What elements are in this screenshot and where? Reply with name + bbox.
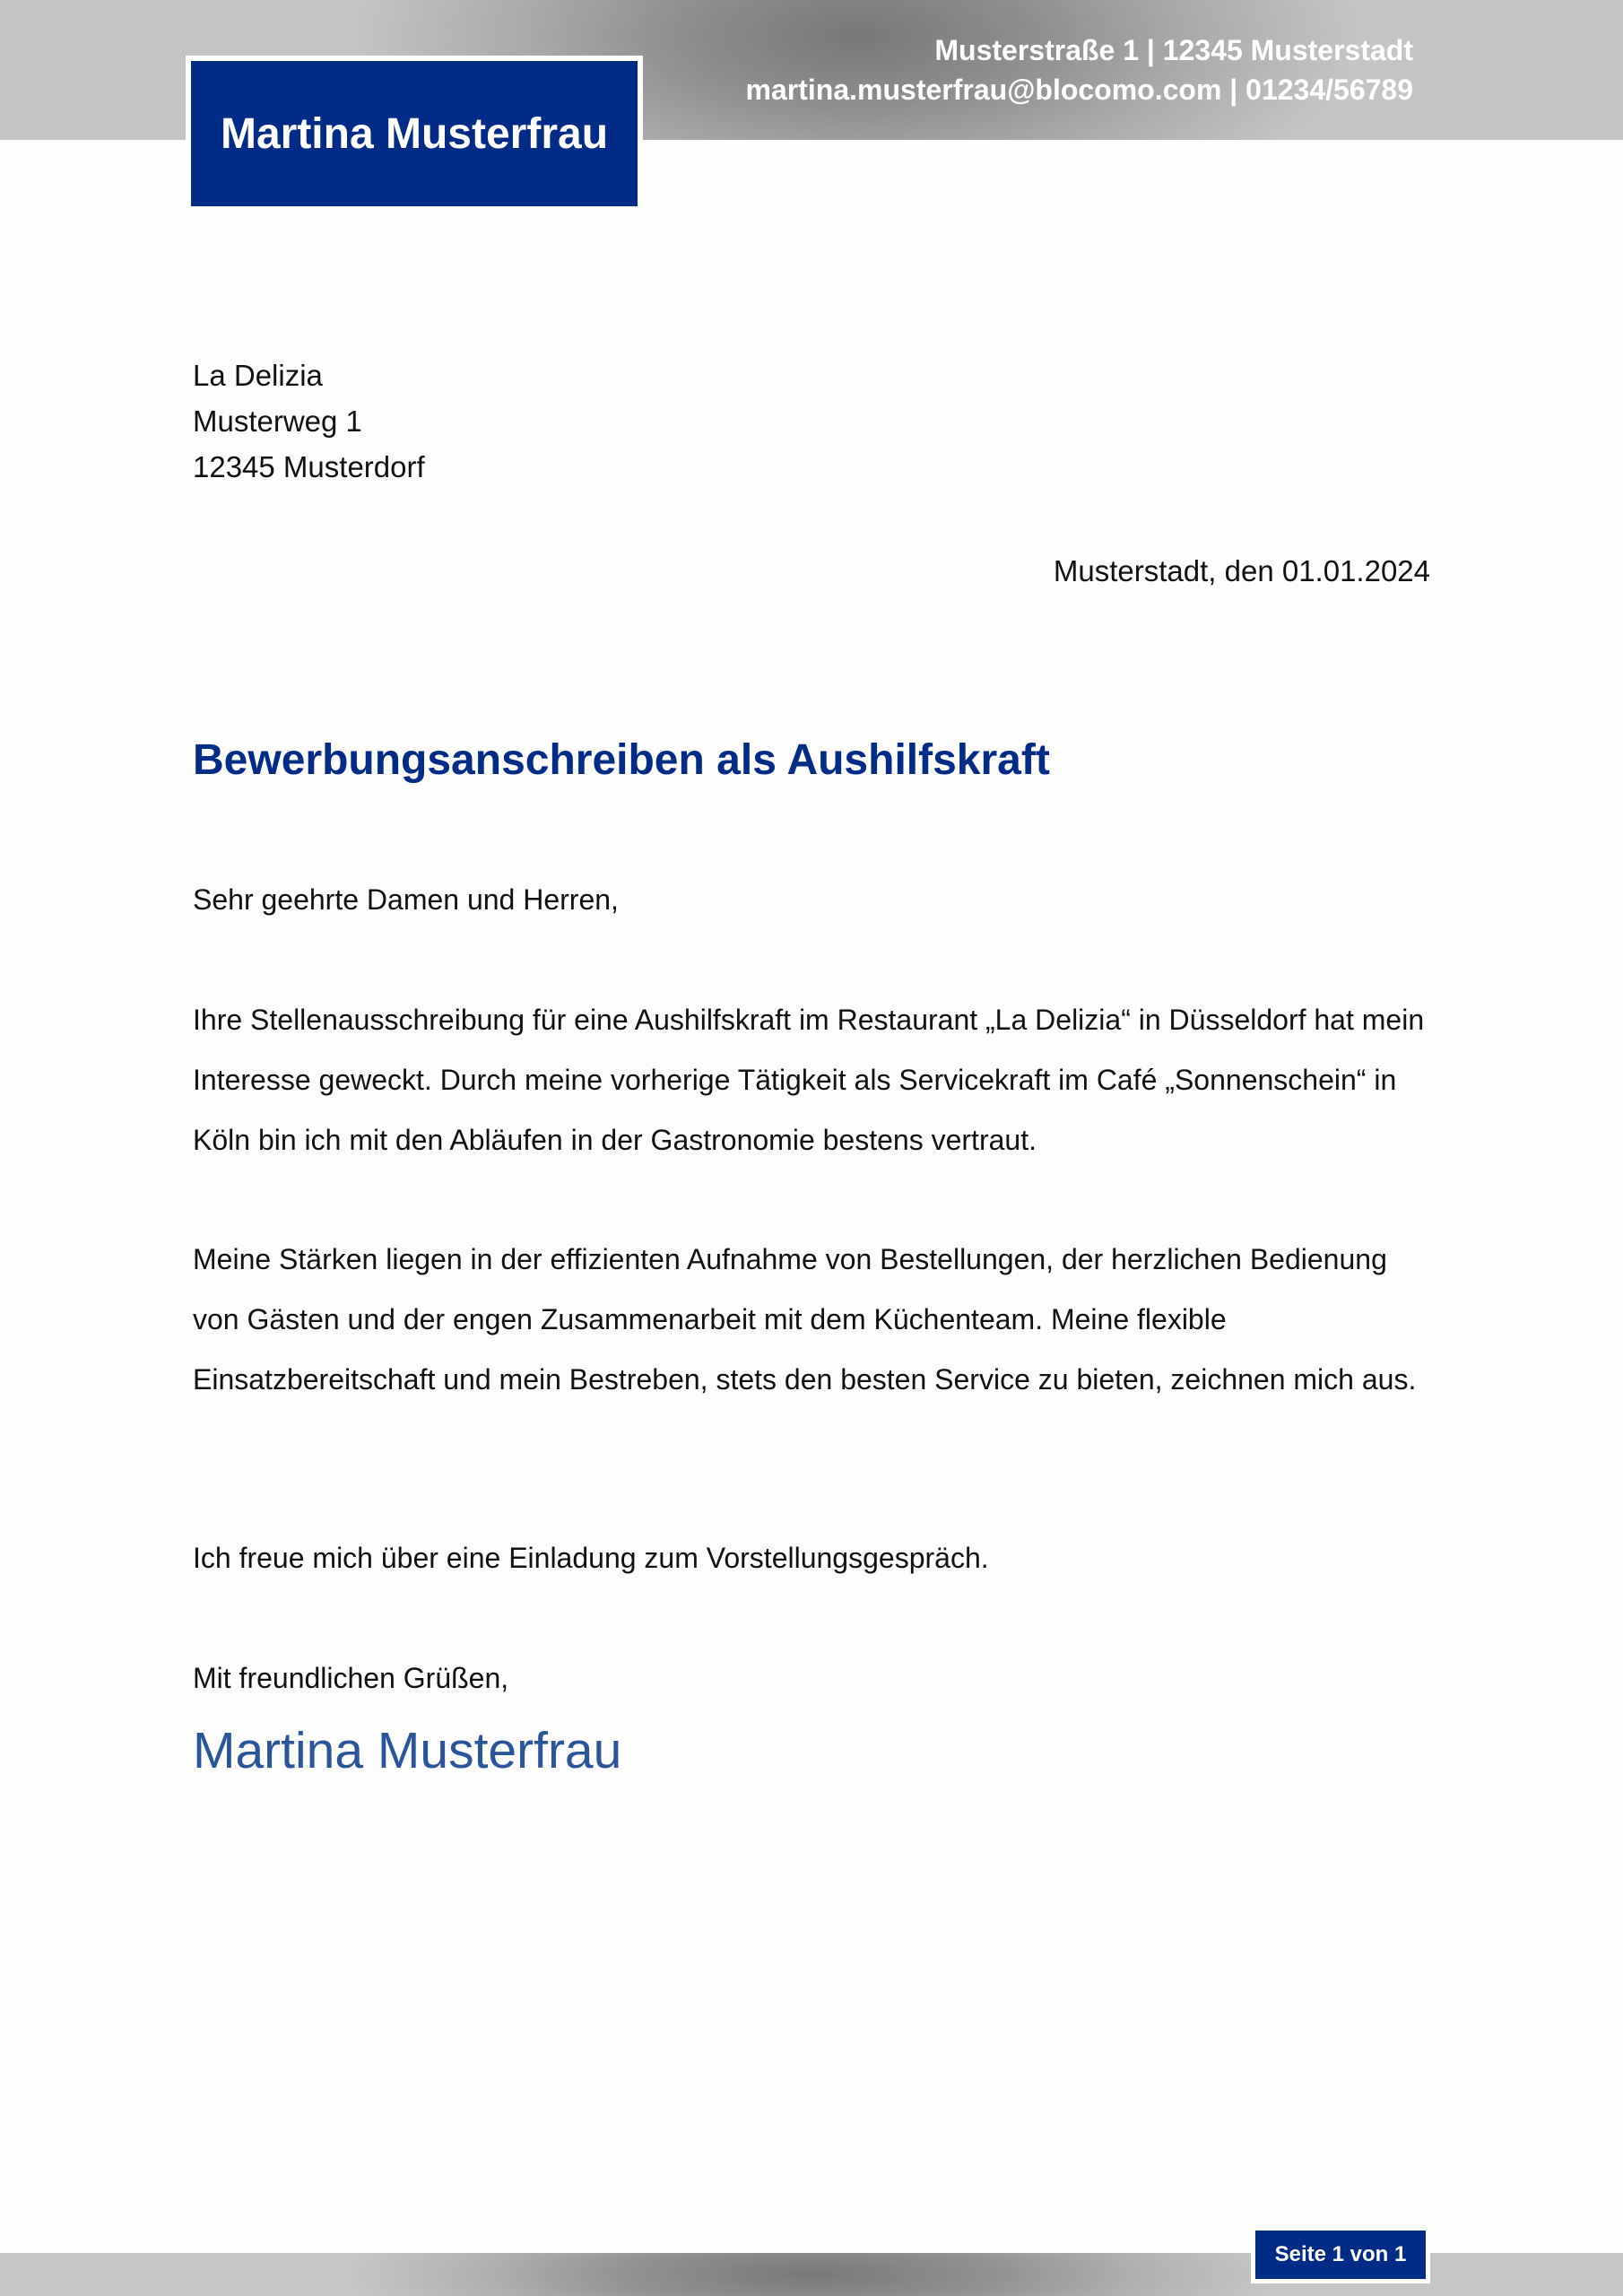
sender-address: Musterstraße 1 | 12345 Musterstadt	[934, 34, 1413, 66]
salutation: Sehr geehrte Damen und Herren,	[193, 883, 619, 916]
sender-name-box	[186, 56, 643, 212]
letter-subject: Bewerbungsanschreiben als Aushilfskraft	[193, 736, 1050, 784]
signature: Martina Musterfrau	[193, 1722, 622, 1779]
sender-name: Martina Musterfrau	[191, 61, 638, 206]
paragraph-strengths: Meine Stärken liegen in der effizienten Aufnahme von Bestellungen, der herzlichen Bedienung von Gästen und der engen Zusammenarbeit mit dem Küchenteam. Meine flexible Einsatzbereitschaft und mein Bestreben, stets den besten Service zu bieten, zeichnen mich aus.	[193, 1243, 1417, 1396]
sender-email-phone: martina.musterfrau@blocomo.com | 01234/56789	[745, 74, 1413, 106]
recipient-company: La Delizia	[193, 359, 323, 392]
paragraph-closing-request: Ich freue mich über eine Einladung zum Vorstellungsgespräch.	[193, 1542, 989, 1574]
letter-date: Musterstadt, den 01.01.2024	[1053, 554, 1430, 587]
page-number-box	[1251, 2226, 1430, 2283]
recipient-city: 12345 Musterdorf	[193, 450, 425, 483]
recipient-street: Musterweg 1	[193, 404, 362, 438]
closing-phrase: Mit freundlichen Grüßen,	[193, 1662, 509, 1694]
page-number: Seite 1 von 1	[1255, 2231, 1426, 2279]
recipient-address	[193, 352, 425, 490]
paragraph-intro: Ihre Stellenausschreibung für eine Aushilfskraft im Restaurant „La Delizia“ in Düsseldorf hat mein Interesse geweckt. Durch meine vorherige Tätigkeit als Servicekraft im Café „Sonnenschein“ in Köln bin ich mit den Abläufen in der Gastronomie bestens vertraut.	[193, 1004, 1425, 1156]
sender-contact	[746, 30, 1413, 109]
